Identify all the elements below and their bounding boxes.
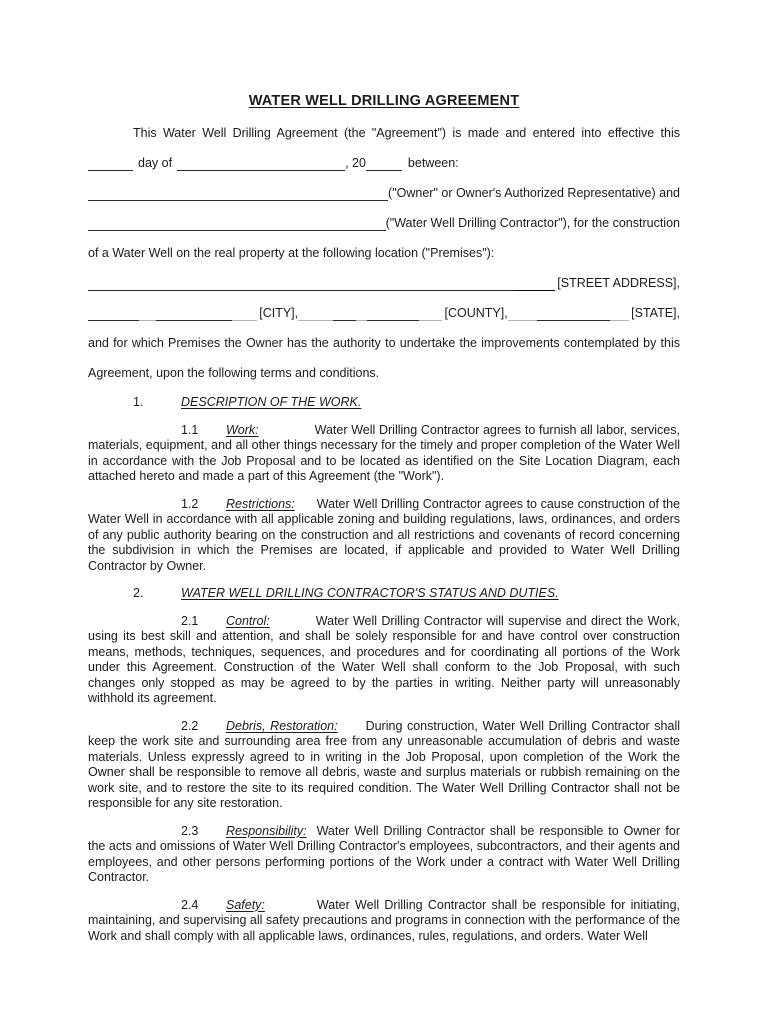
tab-gap [307,834,317,835]
clause-1-2-number: 1.2 [181,496,199,511]
clause-2-4-text: Water Well Drilling Contractor shall be responsible for initiating, maintaining, and supervising all safety precautions and programs in connection with the performance of the Work and shall comply with all applicable laws, ordinances, rules, regulations, and orders. Water Well [88,897,681,943]
clause-2-3-heading: Responsibility: [226,823,307,838]
owner-line [88,171,680,201]
clause-2-4-heading: Safety: [226,897,265,912]
section-2-number: 2. [133,586,144,600]
section-1-title: DESCRIPTION OF THE WORK. [181,395,362,409]
street-address-blank [88,290,515,291]
street-address-line [88,261,680,291]
clause-2-4 [88,898,680,945]
year-blank [366,170,402,171]
owner-name-blank [88,200,388,201]
clause-2-1 [88,614,680,707]
authority-text-2: Agreement, upon the following terms and conditions. [88,366,380,380]
tab-gap [270,624,316,625]
clause-2-2-number: 2.2 [181,718,199,733]
clause-2-1-text: Water Well Drilling Contractor will supervise and direct the Work, using its best skill and attention, and shall be solely responsible for and have control over construction means, methods, techniques, sequences, and procedures and for coordinating all portions of the Work under this Agreement. Construction of the Water Well shall conform to the Job Proposal, with such changes only stopped as may be agreed to by the parties in writing. Neither party will unreasonably withhold its agreement. [88,613,680,705]
authority-line-1 [88,321,680,351]
clause-2-1-number: 2.1 [181,613,199,628]
premises-line [88,231,680,261]
clause-1-1-number: 1.1 [181,422,199,437]
clause-2-4-number: 2.4 [181,897,199,912]
clause-2-2-text: During construction, Water Well Drilling Contractor shall keep the work site and surrounding area free from any unreasonable accumulation of debris and waste materials. Unless expressly agreed to in writing in the Job Proposal, upon completion of the Work the Owner shall be responsible to remove all debris, waste and surplus materials or rubbish remaining on the work site, and to restore the site to its required condition. The Water Well Drilling Contractor shall not be responsible for any site restoration. [88,718,680,810]
city-label: [CITY], [259,306,299,320]
tab-gap [338,729,366,730]
year-prefix-label: , 20 [345,156,366,170]
clause-1-2-heading: Restrictions: [226,496,295,511]
tab-gap [259,433,315,434]
premises-text: of a Water Well on the real property at the following location ("Premises"): [88,246,495,260]
street-address-blank-end [515,290,555,291]
clause-2-1-heading: Control: [226,613,270,628]
street-address-label: [STREET ADDRESS], [557,276,680,290]
document-title: WATER WELL DRILLING AGREEMENT [248,93,520,109]
county-label: [COUNTY], [444,306,508,320]
section-1-number: 1. [133,395,144,409]
clause-2-3-number: 2.3 [181,823,199,838]
section-1-heading [88,395,680,411]
contractor-label: ("Water Well Drilling Contractor"), for the construction [385,216,680,230]
clause-1-1-heading: Work: [226,422,259,437]
section-2-title: WATER WELL DRILLING CONTRACTOR'S STATUS AND DUTIES. [181,586,559,600]
section-2-heading [88,586,680,602]
intro-opening-text: This Water Well Drilling Agreement (the "Agreement") is made and entered into effective this [133,126,680,140]
contractor-line [88,201,680,231]
day-blank [88,170,133,171]
month-blank [177,170,345,171]
tab-gap [265,908,317,909]
clause-1-1 [88,423,680,485]
clause-2-2-heading: Debris, Restoration: [226,718,338,733]
city-county-state-line [88,291,680,321]
clause-2-3 [88,824,680,886]
owner-label: ("Owner" or Owner's Authorized Representative) and [388,186,680,200]
day-of-label: day of [138,156,173,170]
intro-opening-line [88,111,680,141]
date-line [88,141,680,171]
tab-gap [295,507,317,508]
clause-2-3-text: Water Well Drilling Contractor shall be responsible to Owner for the acts and omissions of Water Well Drilling Contractor's employees, subcontractors, and their agents and employees, and other persons performing portions of the Work under a contract with Water Well Drilling Contractor. [88,823,680,884]
clause-1-2 [88,497,680,575]
between-label: between: [407,156,459,170]
clause-2-2 [88,719,680,812]
contractor-name-blank [88,230,386,231]
authority-text-1: and for which Premises the Owner has the authority to undertake the improvements contemplated by this [88,336,680,350]
intro-block [88,111,680,381]
clause-1-2-text: Water Well Drilling Contractor agrees to cause construction of the Water Well in accordance with all applicable zoning and building regulations, laws, ordinances, and orders of any public authority bearing on the construction and all restrictions and covenants of record concerning the subdivision in which the Premises are located, if applicable and provided to Water Well Drilling Contractor by Owner. [88,496,680,573]
authority-line-2 [88,351,680,381]
state-label: [STATE], [631,306,680,320]
clause-1-1-text: Water Well Drilling Contractor agrees to furnish all labor, services, materials, equipment, and all other things necessary for the timely and proper completion of the Water Well in accordance with the Job Proposal and to be located as identified on the Site Location Diagram, each attached hereto and made a part of this Agreement (the "Work"). [88,422,680,483]
